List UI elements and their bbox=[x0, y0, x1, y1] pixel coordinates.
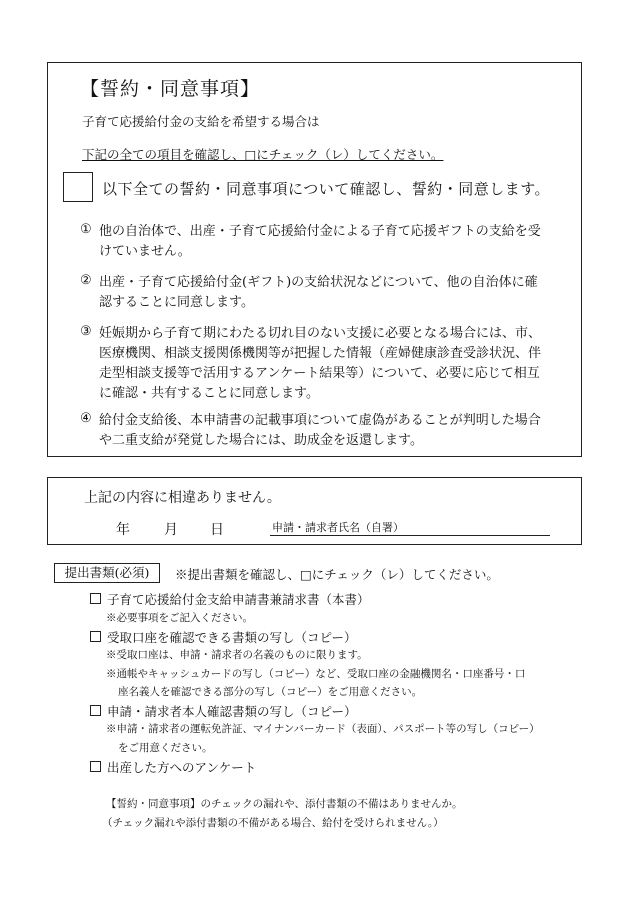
document-checkbox[interactable] bbox=[90, 593, 101, 604]
document-title: 出産した方へのアンケート bbox=[107, 760, 257, 775]
document-item-2[interactable] bbox=[90, 628, 357, 646]
item-line: 認することに同意します。 bbox=[99, 295, 254, 310]
item-1-number: ① bbox=[80, 222, 92, 237]
documents-label: 提出書類(必須) bbox=[54, 563, 160, 583]
documents-note: ※提出書類を確認し、□にチェック（レ）してください。 bbox=[175, 567, 499, 582]
item-line: 出産・子育て応援給付金(ギフト)の支給状況などについて、他の自治体に確 bbox=[99, 275, 538, 290]
agreement-intro-1: 子育て応援給付金の支給を希望する場合は bbox=[82, 114, 320, 129]
agreement-item-2 bbox=[99, 273, 569, 313]
document-2-note-2: ※通帳やキャッシュカードの写し（コピー）など、受取口座の金融機関名・口座番号・口 bbox=[106, 668, 526, 680]
document-2-note-3: 座名義人を確認できる部分の写し（コピー）をご用意ください。 bbox=[118, 686, 423, 698]
agree-all-label: 以下全ての誓約・同意事項について確認し、誓約・同意します。 bbox=[102, 180, 551, 198]
date-day-label: 日 bbox=[210, 522, 224, 538]
declaration-text: 上記の内容に相違ありません。 bbox=[84, 490, 281, 506]
item-line: 妊娠期から子育て期にわたる切れ目のない支援に必要となる場合には、市、 bbox=[99, 326, 542, 341]
item-line: に確認・共有することに同意します。 bbox=[99, 386, 319, 401]
item-line: 医療機関、相談支援関係機関等が把握した情報（産婦健康診査受診状況、伴 bbox=[99, 346, 542, 361]
agreement-intro-2: 下記の全ての項目を確認し、□にチェック（レ）してください。 bbox=[82, 147, 444, 162]
document-title: 子育て応援給付金支給申請書兼請求書（本書） bbox=[107, 592, 370, 607]
item-line: や二重支給が発覚した場合には、助成金を返還します。 bbox=[99, 433, 423, 448]
document-item-4[interactable] bbox=[90, 758, 256, 776]
document-checkbox[interactable] bbox=[90, 761, 101, 772]
document-item-3[interactable] bbox=[90, 702, 357, 720]
agreement-item-3 bbox=[99, 324, 569, 404]
agreement-item-4 bbox=[99, 411, 569, 451]
agreement-item-1 bbox=[99, 222, 569, 262]
document-3-note-1: ※申請・請求者の運転免許証、マイナンバーカード（表面）、パスポート等の写し（コピー） bbox=[106, 723, 540, 735]
document-item-1[interactable] bbox=[90, 590, 370, 608]
document-checkbox[interactable] bbox=[90, 631, 101, 642]
document-checkbox[interactable] bbox=[90, 705, 101, 716]
agreement-title: 【誓約・同意事項】 bbox=[80, 78, 261, 100]
footer-note-1: 【誓約・同意事項】のチェックの漏れや、添付書類の不備はありませんか。 bbox=[106, 798, 463, 810]
document-1-note: ※必要事項をご記入ください。 bbox=[106, 612, 253, 624]
signature-label: 申請・請求者氏名（自署） bbox=[272, 521, 404, 534]
item-line: けていません。 bbox=[99, 244, 191, 259]
date-month-label: 月 bbox=[164, 522, 178, 538]
document-title: 申請・請求者本人確認書類の写し（コピー） bbox=[107, 704, 357, 719]
item-3-number: ③ bbox=[80, 324, 92, 339]
item-2-number: ② bbox=[80, 273, 92, 288]
item-line: 給付金支給後、本申請書の記載事項について虚偽があることが判明した場合 bbox=[99, 413, 541, 428]
item-line: 走型相談支援等で活用するアンケート結果等）について、必要に応じて相互 bbox=[99, 366, 540, 381]
document-3-note-2: をご用意ください。 bbox=[118, 742, 213, 754]
date-year-label: 年 bbox=[116, 522, 130, 538]
document-title: 受取口座を確認できる書類の写し（コピー） bbox=[107, 630, 357, 645]
item-4-number: ④ bbox=[80, 411, 92, 426]
item-line: 他の自治体で、出産・子育て応援給付金による子育て応援ギフトの支給を受 bbox=[99, 224, 541, 239]
document-2-note-1: ※受取口座は、申請・請求者の名義のものに限ります。 bbox=[106, 649, 368, 661]
footer-note-2: （チェック漏れや添付書類の不備がある場合、給付を受けられません。） bbox=[102, 817, 444, 829]
agree-all-checkbox[interactable] bbox=[63, 172, 93, 202]
